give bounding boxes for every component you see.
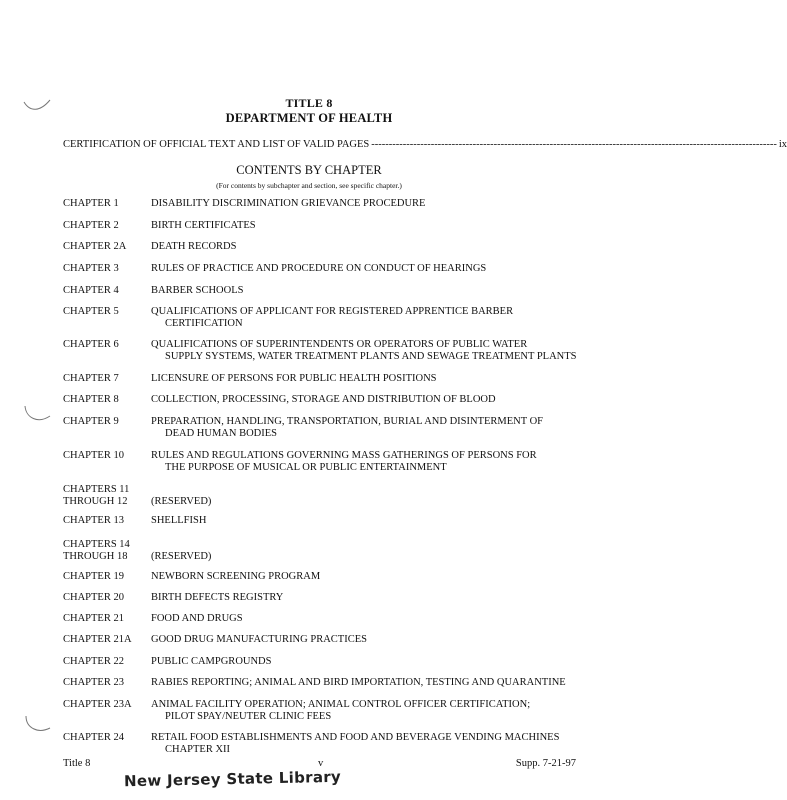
chapter-title: [151, 592, 583, 604]
chapter-title-line: GOOD DRUG MANUFACTURING PRACTICES: [151, 634, 367, 645]
chapter-title-line: SHELLFISH: [151, 515, 207, 526]
chapter-number: CHAPTERS 14: [63, 539, 130, 550]
chapter-title-line: BIRTH DEFECTS REGISTRY: [151, 592, 284, 603]
certification-label: CERTIFICATION OF OFFICIAL TEXT AND LIST OF VALID PAGES: [63, 139, 370, 150]
chapter-title-line: QUALIFICATIONS OF APPLICANT FOR REGISTERED APPRENTICE BARBER: [151, 306, 514, 317]
chapter-title-line: DEATH RECORDS: [151, 241, 237, 252]
chapter-number: CHAPTER 2A: [63, 241, 127, 252]
chapter-number: CHAPTER 2: [63, 220, 119, 231]
chapter-number: CHAPTER 6: [63, 339, 119, 350]
chapter-title-continuation: CHAPTER XII: [165, 744, 231, 755]
chapter-title-line: (RESERVED): [151, 496, 212, 507]
chapter-title: [151, 285, 583, 297]
chapter-number: CHAPTER 24: [63, 732, 124, 743]
certification-page: ix: [778, 139, 787, 150]
chapter-title: [151, 496, 583, 508]
title-line-2: DEPARTMENT OF HEALTH: [225, 111, 393, 125]
contents-note: (For contents by subchapter and section, see specific chapter.): [216, 181, 402, 190]
leader-dots: --------------------------------------------------------------------------------------------------------------------: [371, 139, 777, 150]
chapter-title-line: LICENSURE OF PERSONS FOR PUBLIC HEALTH POSITIONS: [151, 373, 437, 384]
chapter-title-line: PREPARATION, HANDLING, TRANSPORTATION, BURIAL AND DISINTERMENT OF: [151, 416, 544, 427]
chapter-number: CHAPTER 9: [63, 416, 119, 427]
chapter-title: [151, 634, 583, 646]
chapter-number: CHAPTER 20: [63, 592, 124, 603]
chapter-title-line: COLLECTION, PROCESSING, STORAGE AND DISTRIBUTION OF BLOOD: [151, 394, 496, 405]
chapter-title-line: RULES AND REGULATIONS GOVERNING MASS GATHERINGS OF PERSONS FOR: [151, 450, 537, 461]
chapter-number: CHAPTER 4: [63, 285, 119, 296]
chapter-title-line: DISABILITY DISCRIMINATION GRIEVANCE PROCEDURE: [151, 198, 426, 209]
chapter-title: [151, 450, 583, 474]
title-line-1: TITLE 8: [285, 96, 333, 110]
scan-mark-icon: [22, 404, 52, 426]
chapter-number: CHAPTER 7: [63, 373, 119, 384]
chapter-number: CHAPTER 5: [63, 306, 119, 317]
footer-supplement: Supp. 7-21-97: [515, 758, 576, 769]
chapter-number: CHAPTER 19: [63, 571, 124, 582]
chapter-number: CHAPTER 10: [63, 450, 124, 461]
chapter-title: [151, 515, 583, 527]
chapter-title: [151, 241, 583, 253]
chapter-title: [151, 613, 583, 625]
certification-line: [63, 139, 787, 150]
chapter-number: CHAPTERS 11: [63, 484, 130, 495]
chapter-title-line: QUALIFICATIONS OF SUPERINTENDENTS OR OPERATORS OF PUBLIC WATER: [151, 339, 528, 350]
footer-title: Title 8: [63, 758, 91, 769]
chapter-title-line: BARBER SCHOOLS: [151, 285, 244, 296]
scan-mark-icon: [22, 714, 52, 736]
chapter-title: [151, 677, 583, 689]
chapter-number: CHAPTER 21A: [63, 634, 132, 645]
chapter-number-cont: THROUGH 18: [63, 551, 128, 562]
chapter-title-line: BIRTH CERTIFICATES: [151, 220, 256, 231]
chapter-title: [151, 198, 583, 210]
chapter-title-continuation: SUPPLY SYSTEMS, WATER TREATMENT PLANTS AND SEWAGE TREATMENT PLANTS: [165, 351, 577, 362]
chapter-title: [151, 220, 583, 232]
chapter-number: CHAPTER 21: [63, 613, 124, 624]
chapter-number-cont: THROUGH 12: [63, 496, 128, 507]
chapter-title-continuation: DEAD HUMAN BODIES: [165, 428, 277, 439]
library-stamp: New Jersey State Library: [123, 767, 342, 791]
chapter-title: [151, 306, 583, 330]
chapter-number: CHAPTER 13: [63, 515, 124, 526]
chapter-number: CHAPTER 23A: [63, 699, 132, 710]
chapter-number: CHAPTER 22: [63, 656, 124, 667]
chapter-title: [151, 551, 583, 563]
chapter-title: [151, 394, 583, 406]
chapter-title: [151, 339, 583, 363]
chapter-title-line: RETAIL FOOD ESTABLISHMENTS AND FOOD AND BEVERAGE VENDING MACHINES: [151, 732, 560, 743]
contents-heading: CONTENTS BY CHAPTER: [236, 163, 382, 177]
chapter-title-line: NEWBORN SCREENING PROGRAM: [151, 571, 321, 582]
chapter-title: [151, 416, 583, 440]
chapter-title-line: RULES OF PRACTICE AND PROCEDURE ON CONDUCT OF HEARINGS: [151, 263, 487, 274]
chapter-title-line: (RESERVED): [151, 551, 212, 562]
chapter-title-continuation: PILOT SPAY/NEUTER CLINIC FEES: [165, 711, 332, 722]
chapter-title-line: PUBLIC CAMPGROUNDS: [151, 656, 272, 667]
chapter-title-continuation: CERTIFICATION: [165, 318, 243, 329]
chapter-title-line: ANIMAL FACILITY OPERATION; ANIMAL CONTROL OFFICER CERTIFICATION;: [151, 699, 531, 710]
chapter-title: [151, 699, 583, 723]
chapter-number: CHAPTER 1: [63, 198, 119, 209]
chapter-title-continuation: THE PURPOSE OF MUSICAL OR PUBLIC ENTERTAINMENT: [165, 462, 447, 473]
chapter-number: CHAPTER 8: [63, 394, 119, 405]
chapter-title-line: FOOD AND DRUGS: [151, 613, 243, 624]
chapter-title: [151, 656, 583, 668]
chapter-title-line: RABIES REPORTING; ANIMAL AND BIRD IMPORTATION, TESTING AND QUARANTINE: [151, 677, 566, 688]
footer-page-number: v: [318, 758, 324, 769]
chapter-title: [151, 732, 583, 756]
chapter-number: CHAPTER 23: [63, 677, 124, 688]
chapter-number: CHAPTER 3: [63, 263, 119, 274]
chapter-title: [151, 571, 583, 583]
chapter-title: [151, 263, 583, 275]
chapter-title: [151, 373, 583, 385]
